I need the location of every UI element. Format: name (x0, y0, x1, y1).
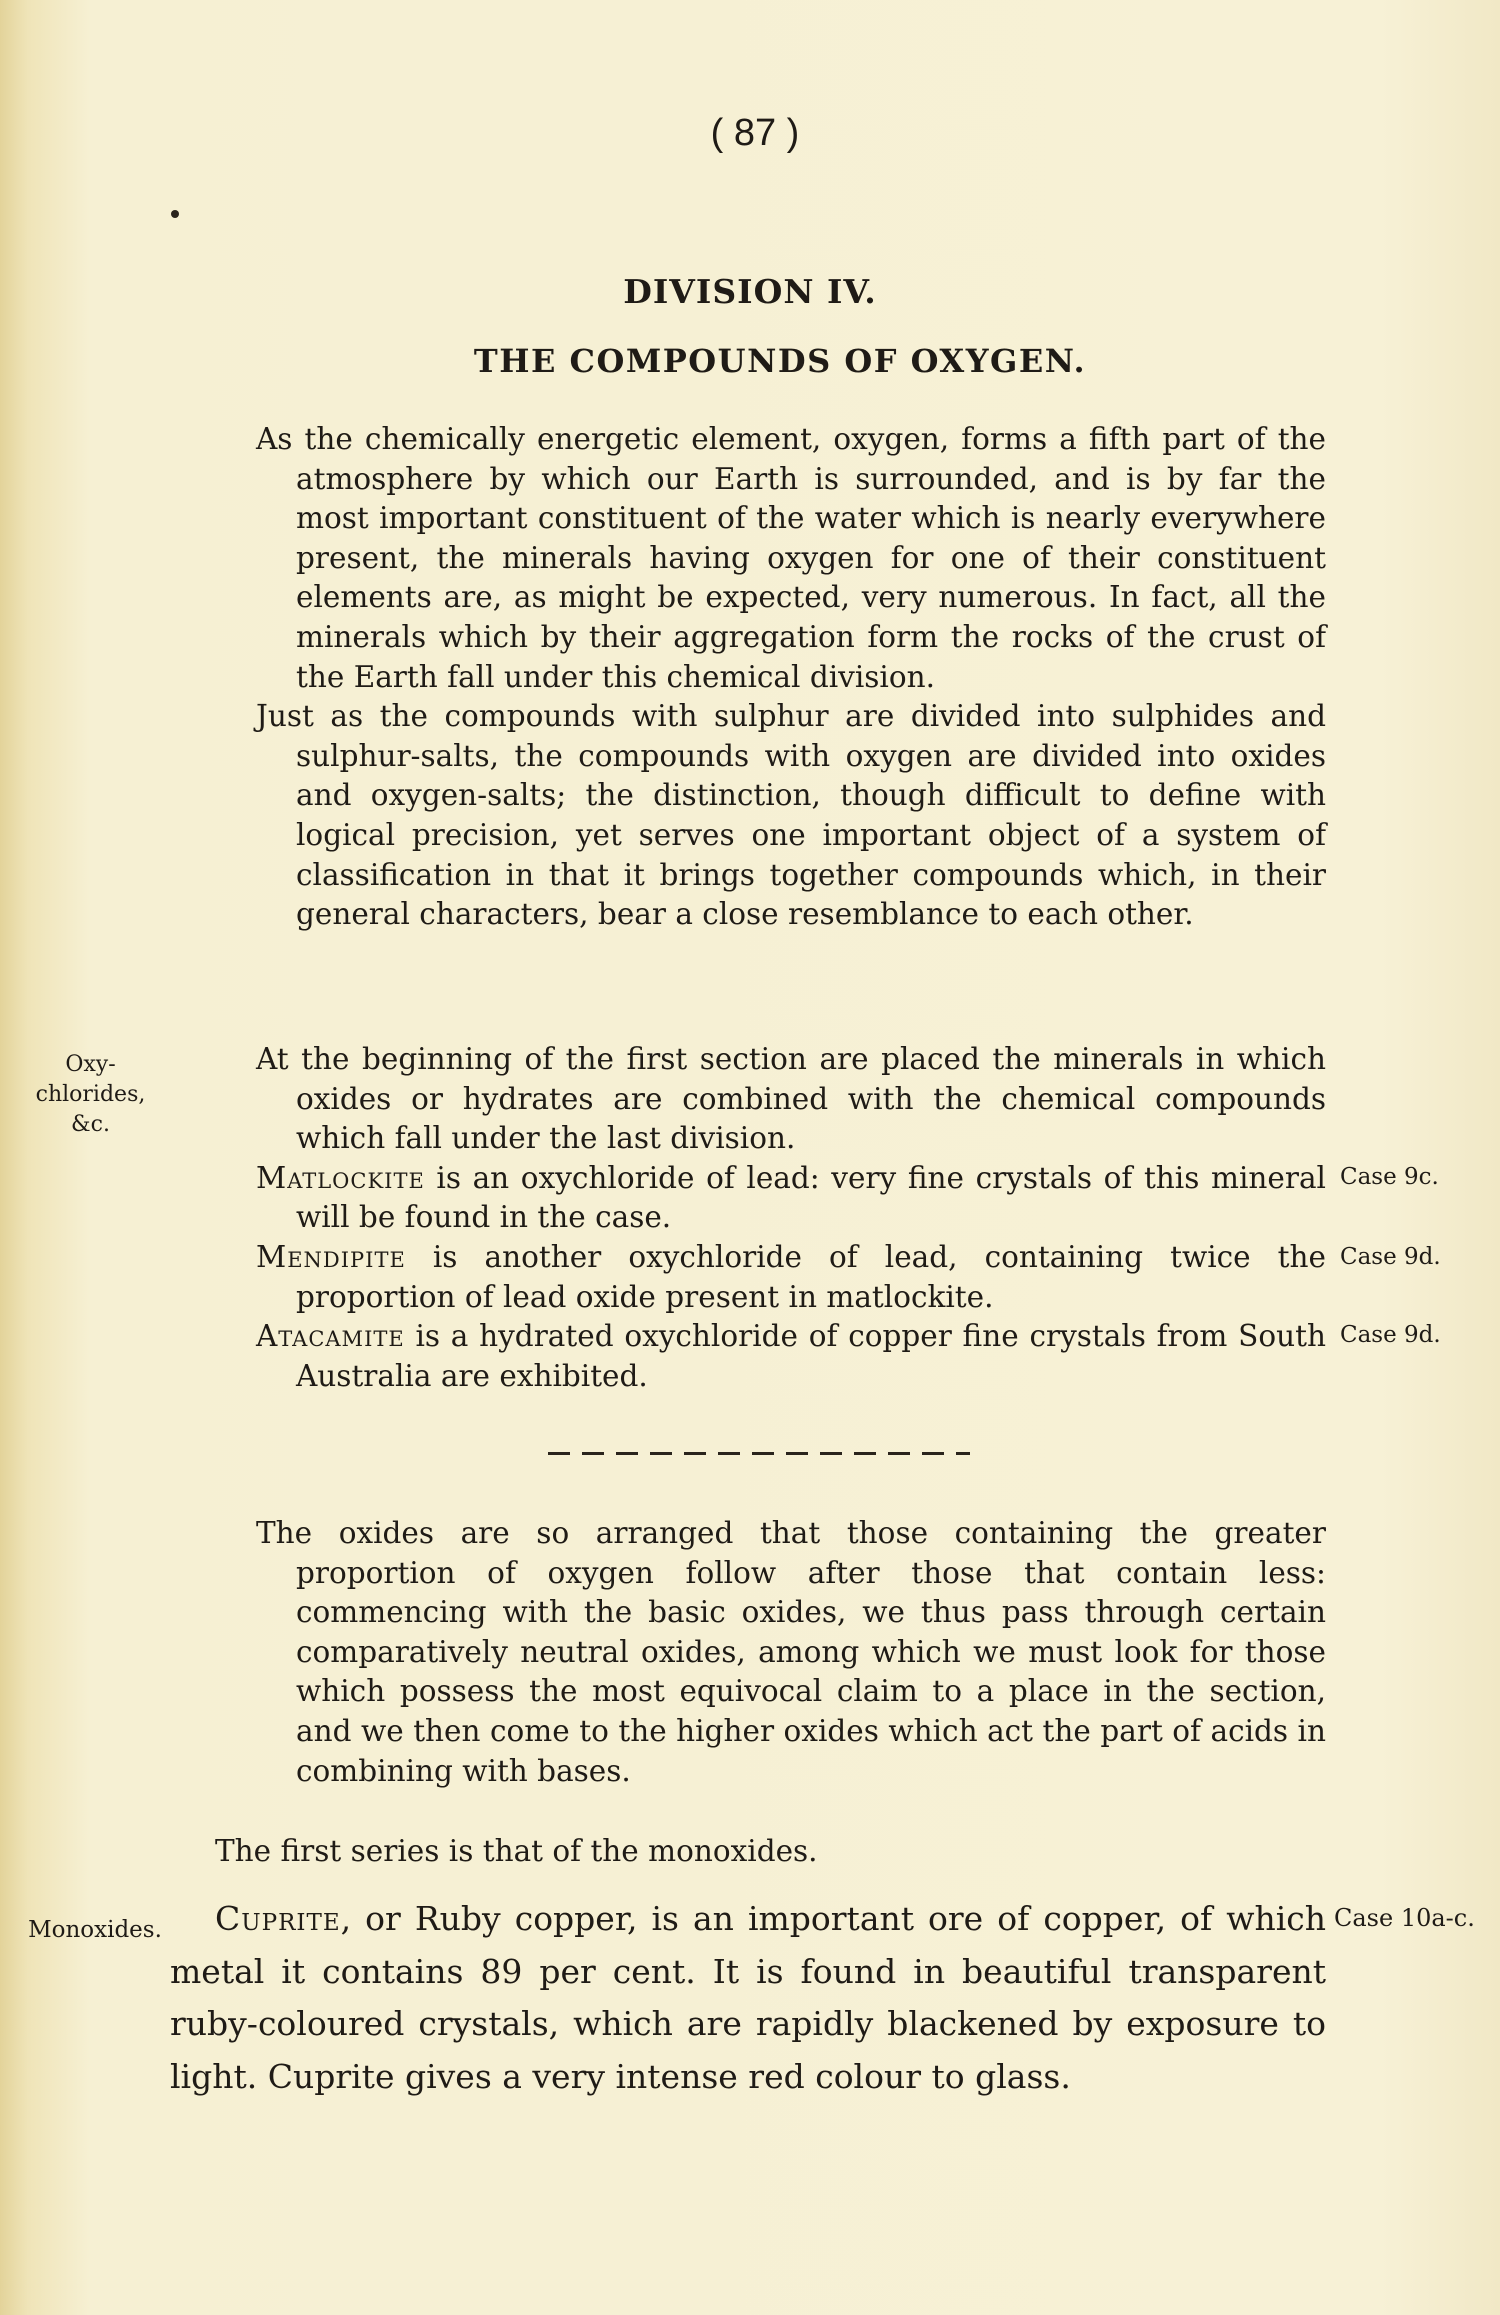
mineral-name: Mendipite (256, 1239, 406, 1274)
cuprite-paragraph (170, 1893, 1326, 2103)
division-heading: DIVISION IV. (623, 272, 877, 311)
mineral-description: is an oxychloride of lead: very fine crystals of this mineral will be found in the case. (296, 1160, 1326, 1235)
oxychlorides-section (256, 1040, 1326, 1396)
mineral-name: Matlockite (256, 1160, 425, 1195)
mineral-description: , or Ruby copper, is an important ore of copper, of which metal it contains 89 per cent. It is found in beautiful transparent ruby-coloured crystals, which are rapidly blackened by exposure to light. Cuprite gives a very intense red colour to glass. (170, 1899, 1326, 2096)
mineral-entry-mendipite (256, 1238, 1326, 1317)
mineral-entry-atacamite (256, 1317, 1326, 1396)
mineral-name: Atacamite (256, 1319, 405, 1354)
margin-note-monoxides: Monoxides. (28, 1917, 162, 1943)
page-number: ( 87 ) (710, 112, 800, 154)
section-divider (548, 1452, 970, 1455)
mineral-name: Cuprite (215, 1899, 341, 1938)
margin-note-line: &c. (71, 1112, 110, 1137)
oxides-section (256, 1514, 1326, 1791)
mineral-description: is a hydrated oxychloride of copper fine crystals from South Australia are exhibited. (296, 1319, 1326, 1393)
oxides-paragraph: The oxides are so arranged that those containing the greater proportion of oxygen follow after those that contain less: commencing with the basic oxides, we thus pass through certain comparatively neutral oxides, among which we must look for those which possess the most equivocal claim to a place in the section, and we then come to the higher oxides which act the part of acids in combining with bases. (256, 1516, 1326, 1788)
case-reference: Case 10a-c. (1334, 1904, 1475, 1932)
intro-paragraph-2: Just as the compounds with sulphur are divided into sulphides and sulphur-salts, the compounds with oxygen are divided into oxides and oxygen-salts; the distinction, though difficult to define with logical precision, yet serves one important object of a system of classification in that it brings together compounds which, in their general characters, bear a close resemblance to each other. (256, 699, 1326, 932)
case-reference: Case 9c. (1340, 1164, 1439, 1190)
cuprite-entry (170, 1893, 1326, 2103)
section-title: THE COMPOUNDS OF OXYGEN. (473, 342, 1087, 380)
monoxides-series-line: The first series is that of the monoxides. (215, 1834, 818, 1868)
printer-mark (171, 210, 179, 218)
mineral-entry-matlockite (256, 1159, 1326, 1238)
case-reference: Case 9d. (1340, 1244, 1441, 1270)
margin-note-line: Oxy- (65, 1052, 116, 1077)
oxychlorides-intro: At the beginning of the first section are placed the minerals in which oxides or hydrates are combined with the chemical compounds which fall under the last division. (256, 1042, 1326, 1156)
case-reference: Case 9d. (1340, 1322, 1441, 1348)
margin-note-line: chlorides, (35, 1082, 146, 1107)
intro-paragraph-1: As the chemically energetic element, oxygen, forms a fifth part of the atmosphere by which our Earth is surrounded, and is by far the most important constituent of the water which is nearly everywhere present, the minerals having oxygen for one of their constituent elements are, as might be expected, very numerous. In fact, all the minerals which by their aggregation form the rocks of the crust of the Earth fall under this chemical division. (256, 422, 1326, 694)
mineral-description: is another oxychloride of lead, containing twice the proportion of lead oxide present in matlockite. (296, 1239, 1326, 1314)
margin-note-oxychlorides (18, 1050, 163, 1140)
intro-paragraphs (256, 420, 1326, 935)
monoxides-intro (215, 1832, 1285, 1872)
